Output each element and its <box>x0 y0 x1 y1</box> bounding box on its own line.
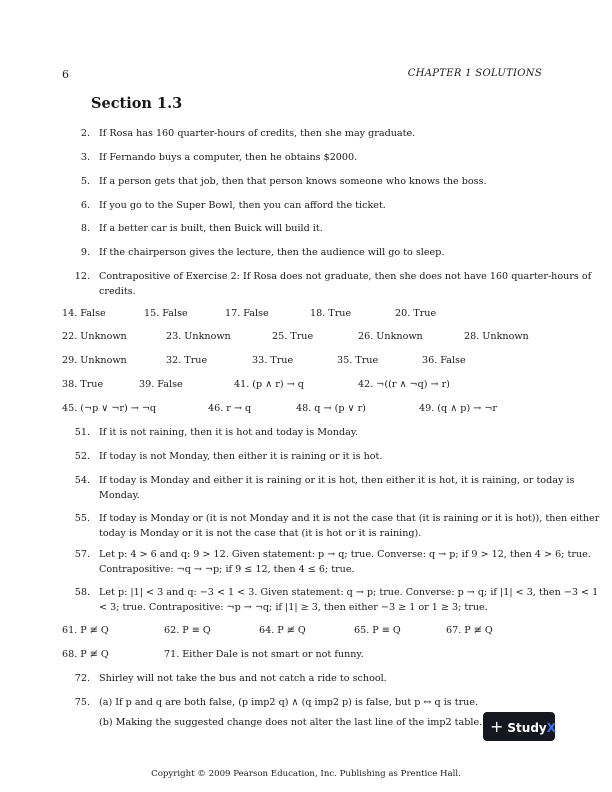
section-title: Section 1.3 <box>91 95 183 112</box>
answer-cell: 29. Unknown <box>62 355 127 366</box>
answer-cell: 42. ¬((r ∧ ¬q) → r) <box>358 379 450 390</box>
item-text-b: (b) Making the suggested change does not alter the last line of the imp2 table. <box>99 717 483 728</box>
item-text: If a person gets that job, then that person knows someone who knows the boss. <box>99 176 487 187</box>
item-text: If it is not raining, then it is hot and today is Monday. <box>99 427 359 438</box>
answer-cell: 18. True <box>310 308 352 319</box>
item-number: 75. <box>74 697 90 708</box>
copyright-footer: Copyright © 2009 Pearson Education, Inc. Publishing as Prentice Hall. <box>151 769 461 779</box>
item-number: 54. <box>74 475 90 486</box>
item-number: 6. <box>80 200 90 211</box>
answer-cell: 61. P ≢ Q <box>62 625 109 636</box>
answer-cell: 25. True <box>272 331 314 342</box>
item-number: 55. <box>74 513 90 524</box>
answer-cell: 23. Unknown <box>166 331 231 342</box>
answer-cell: 28. Unknown <box>464 331 529 342</box>
item-number: 57. <box>74 549 90 560</box>
answer-cell: 49. (q ∧ p) → ¬r <box>419 403 497 414</box>
answer-row <box>62 308 542 322</box>
answer-cell: 45. (¬p ∨ ¬r) → ¬q <box>62 403 157 414</box>
item-number: 72. <box>74 673 90 684</box>
answer-cell: 65. P ≡ Q <box>354 625 401 636</box>
page-number: 6 <box>62 68 69 81</box>
chapter-title: CHAPTER 1 SOLUTIONS <box>407 68 542 79</box>
item-text: If you go to the Super Bowl, then you can afford the ticket. <box>99 200 386 211</box>
answer-cell: 32. True <box>166 355 208 366</box>
answer-cell: 46. r → q <box>208 403 252 414</box>
answer-row <box>62 403 542 417</box>
answer-cell: 15. False <box>144 308 188 319</box>
page-header <box>62 68 542 82</box>
item-text: If a better car is built, then Buick will build it. <box>99 223 323 234</box>
item-text: Let p: 4 > 6 and q: 9 > 12. Given statement: p → q; true. Converse: q → p; if 9 > 12, then 4 > 6; true. Contrapositive: ¬q → ¬p; if 9 ≤ 12, then 4 ≤ 6; true. <box>99 549 591 575</box>
item-number: 52. <box>74 451 90 462</box>
answer-row <box>62 649 542 663</box>
item-number: 12. <box>74 271 90 282</box>
badge-accent: X <box>546 721 557 735</box>
plus-icon: + <box>490 717 504 736</box>
item-number: 9. <box>80 247 90 258</box>
answer-cell: 71. Either Dale is not smart or not funny. <box>164 649 364 660</box>
answer-cell: 36. False <box>422 355 466 366</box>
answer-cell: 48. q → (p ∨ r) <box>296 403 366 414</box>
answer-row <box>62 625 542 639</box>
item-text: If the chairperson gives the lecture, then the audience will go to sleep. <box>99 247 445 258</box>
answer-cell: 68. P ≢ Q <box>62 649 109 660</box>
answer-cell: 14. False <box>62 308 106 319</box>
studyx-badge[interactable] <box>483 712 555 741</box>
item-text: Contrapositive of Exercise 2: If Rosa does not graduate, then she does not have 160 quarter-hours of credits. <box>99 271 592 297</box>
item-number: 58. <box>74 587 90 598</box>
item-text: Let p: |1| < 3 and q: −3 < 1 < 3. Given statement: q → p; true. Converse: p → q; if |1| < 3, then −3 < 1 < 3; true. Contrapositive: ¬p → ¬q; if |1| ≥ 3, then either −3 ≥ 1 or 1 ≥ 3; true. <box>99 587 599 613</box>
item-number: 3. <box>80 152 90 163</box>
item-text: Shirley will not take the bus and not catch a ride to school. <box>99 673 387 684</box>
answer-cell: 64. P ≢ Q <box>259 625 306 636</box>
item-number: 51. <box>74 427 90 438</box>
answer-row <box>62 331 542 345</box>
answer-cell: 67. P ≢ Q <box>446 625 493 636</box>
answer-cell: 20. True <box>395 308 437 319</box>
answer-cell: 17. False <box>225 308 269 319</box>
item-text: If today is not Monday, then either it is raining or it is hot. <box>99 451 383 462</box>
answer-cell: 39. False <box>139 379 183 390</box>
badge-label: Study <box>507 721 547 735</box>
answer-row <box>62 379 542 393</box>
item-number: 2. <box>80 128 90 139</box>
item-text-a: (a) If p and q are both false, (p imp2 q) ∧ (q imp2 p) is false, but p ↔ q is true. <box>99 697 479 708</box>
answer-cell: 22. Unknown <box>62 331 127 342</box>
answer-cell: 35. True <box>337 355 379 366</box>
answer-cell: 41. (p ∧ r) → q <box>234 379 304 390</box>
answer-cell: 26. Unknown <box>358 331 423 342</box>
answer-cell: 33. True <box>252 355 294 366</box>
answer-row <box>62 355 542 369</box>
item-text: If today is Monday or (it is not Monday and it is not the case that (it is raining or it is hot)), then either today is Monday or it is not the case that (it is hot or it is raining). <box>99 513 600 539</box>
item-text: If Fernando buys a computer, then he obtains $2000. <box>99 152 358 163</box>
item-text: If Rosa has 160 quarter-hours of credits, then she may graduate. <box>99 128 416 139</box>
answer-cell: 62. P ≡ Q <box>164 625 211 636</box>
item-text: If today is Monday and either it is raining or it is hot, then either it is hot, it is raining, or today is Monday. <box>99 475 575 501</box>
answer-cell: 38. True <box>62 379 104 390</box>
item-number: 8. <box>80 223 90 234</box>
item-number: 5. <box>80 176 90 187</box>
